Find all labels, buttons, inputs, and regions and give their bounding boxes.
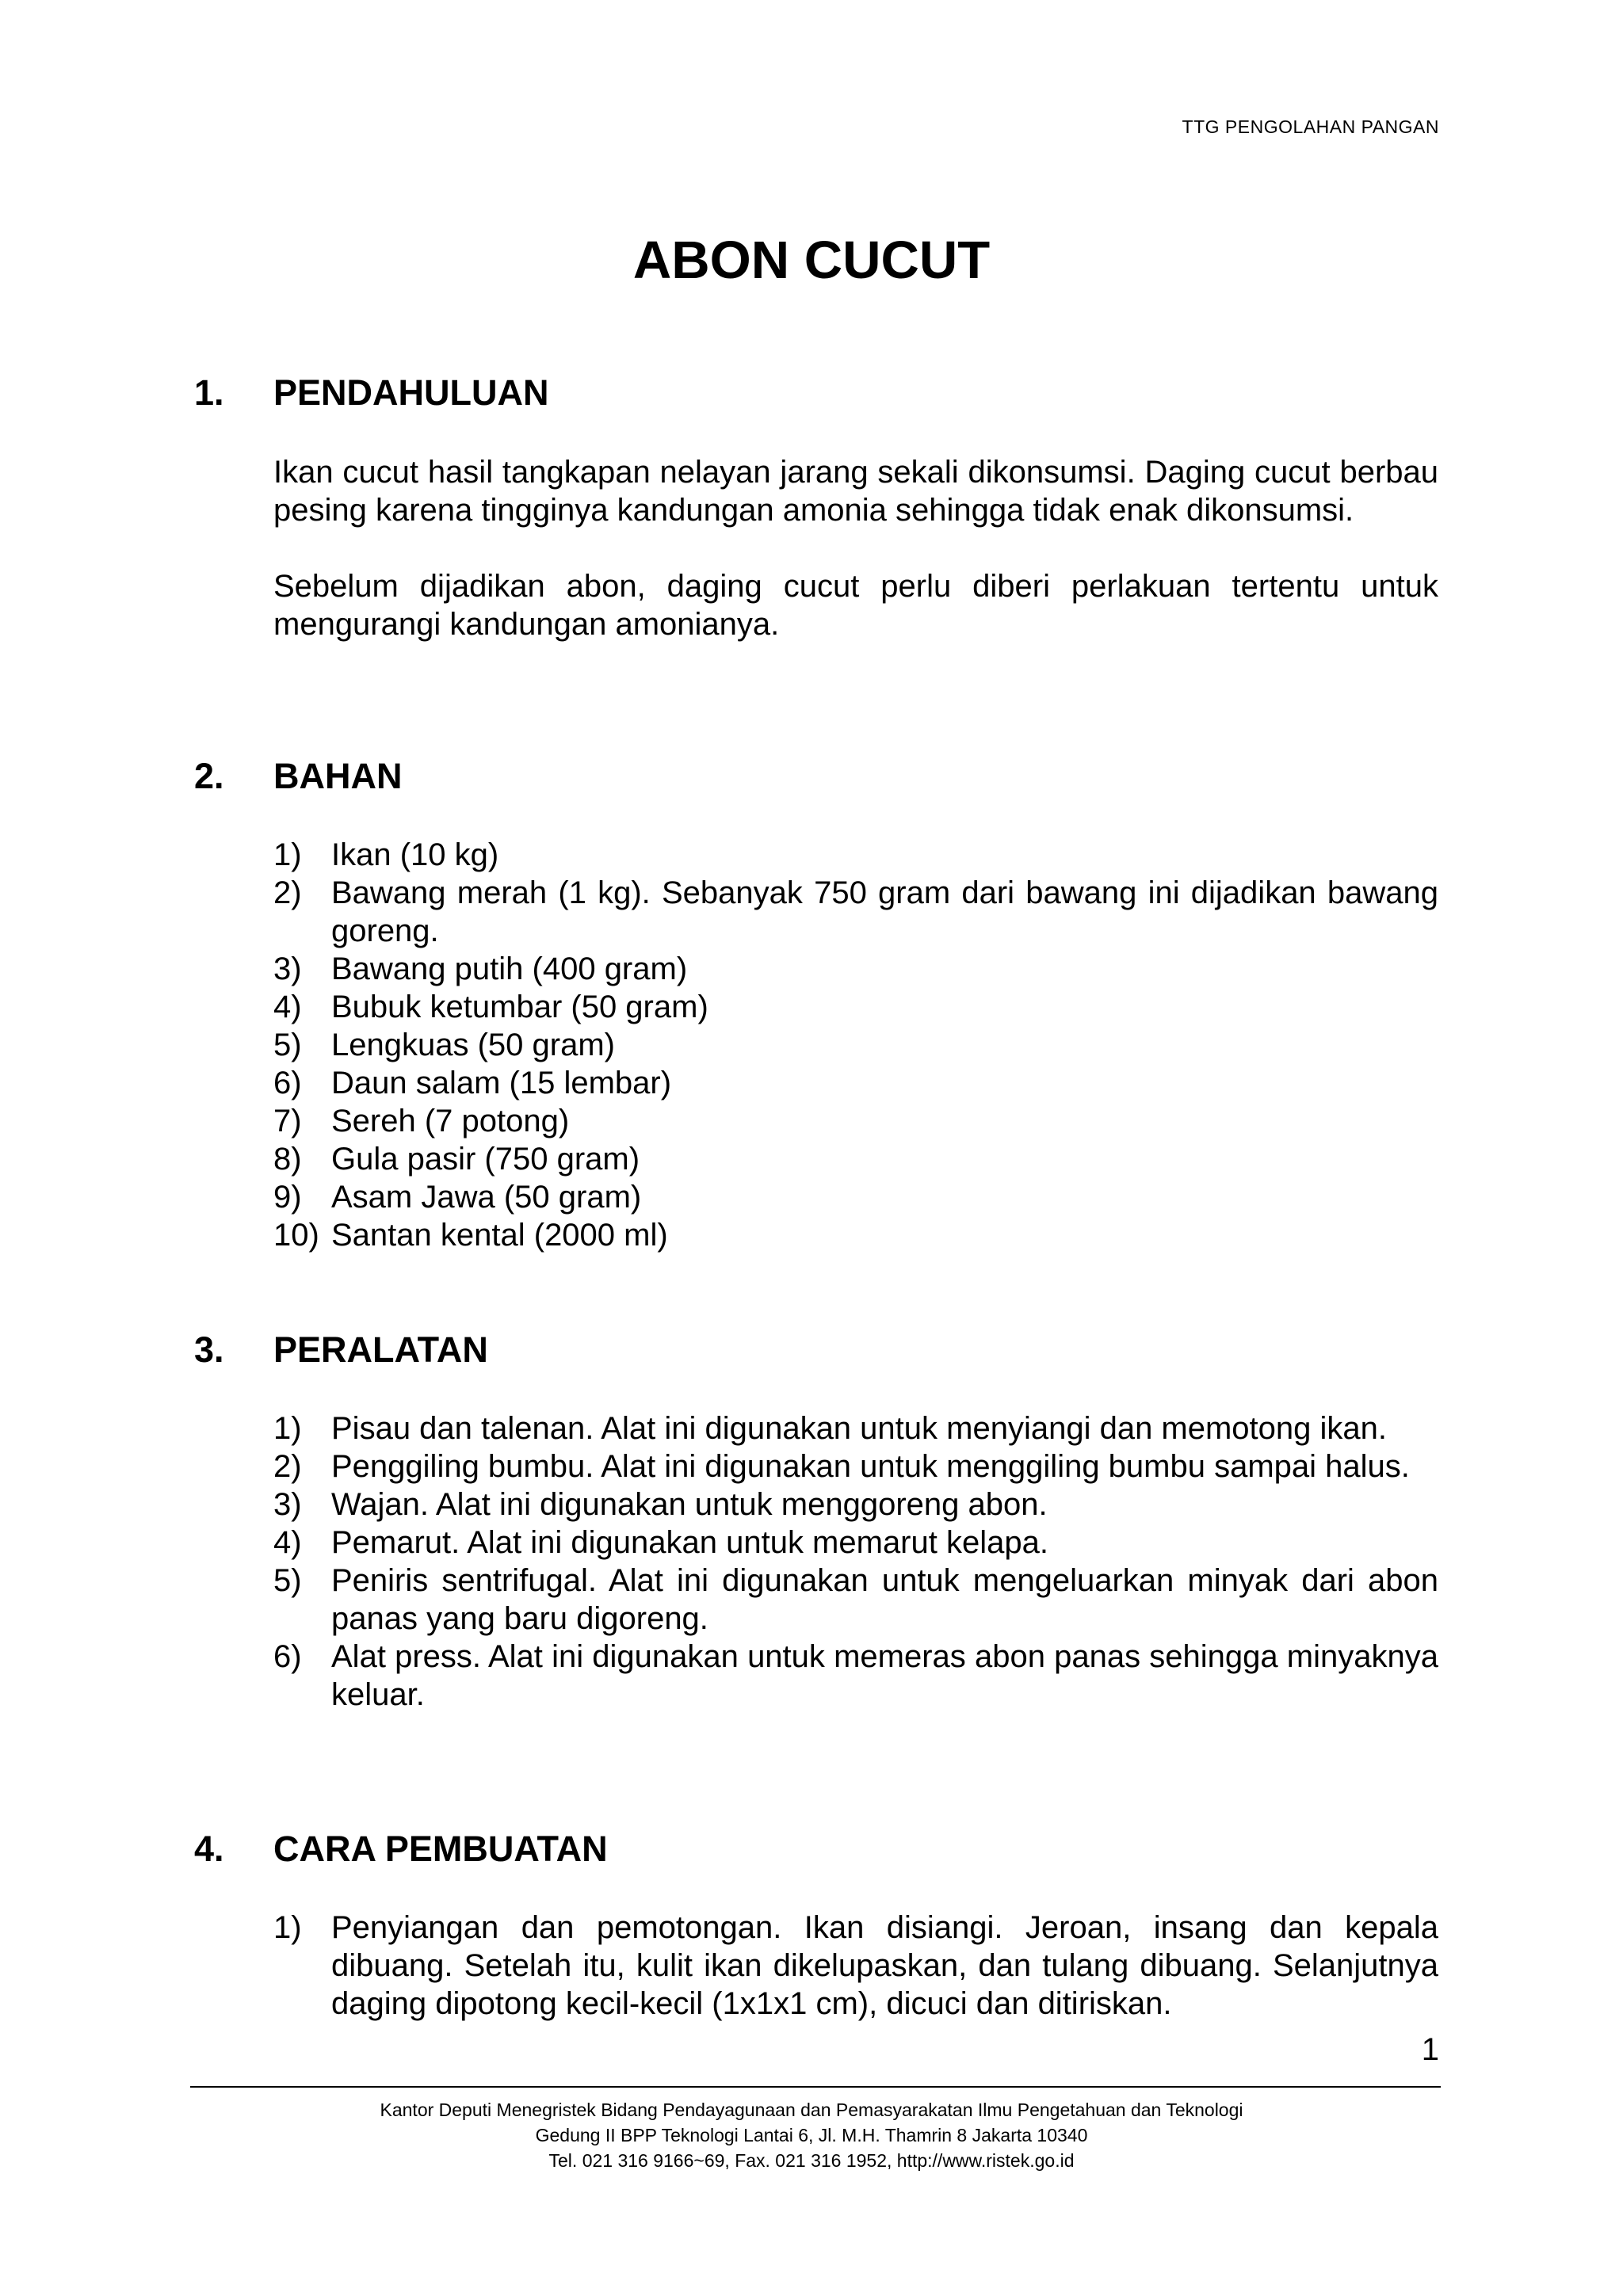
section-pendahuluan — [194, 372, 1438, 643]
list-item — [273, 988, 1438, 1026]
list-item — [273, 1064, 1438, 1102]
footer-line: Gedung II BPP Teknologi Lantai 6, Jl. M.H. Thamrin 8 Jakarta 10340 — [535, 2125, 1088, 2145]
list-item — [273, 1524, 1438, 1562]
procedure-list — [273, 1909, 1438, 2023]
list-number: 5) — [273, 1563, 302, 1598]
list-number: 6) — [273, 1066, 302, 1100]
list-item — [273, 1447, 1438, 1486]
section-title: CARA PEMBUATAN — [273, 1829, 608, 1869]
list-item — [273, 1026, 1438, 1064]
list-number: 3) — [273, 952, 302, 986]
section-cara-pembuatan — [194, 1829, 1438, 2023]
list-number: 1) — [273, 1411, 302, 1446]
list-text: Penyiangan dan pemotongan. Ikan disiangi. Jeroan, insang dan kepala dibuang. Setelah itu, kulit ikan dikelupaskan, dan tulang dibuang. Selanjutnya daging dipotong kecil-kecil (1x1x1 cm), dicuci dan ditiriskan. — [331, 1910, 1438, 2021]
list-number: 5) — [273, 1028, 302, 1062]
running-header: TTG PENGOLAHAN PANGAN — [1182, 116, 1439, 137]
list-text: Pemarut. Alat ini digunakan untuk memarut kelapa. — [331, 1525, 1048, 1560]
list-item — [273, 1140, 1438, 1178]
list-item — [273, 1102, 1438, 1140]
list-text: Pisau dan talenan. Alat ini digunakan untuk menyiangi dan memotong ikan. — [331, 1411, 1388, 1446]
section-number: 2. — [194, 756, 224, 796]
section-number: 4. — [194, 1829, 224, 1869]
list-text: Ikan (10 kg) — [331, 837, 499, 872]
list-text: Peniris sentrifugal. Alat ini digunakan untuk mengeluarkan minyak dari abon panas yang baru digoreng. — [331, 1563, 1438, 1636]
list-number: 1) — [273, 1910, 302, 1945]
list-text: Penggiling bumbu. Alat ini digunakan untuk menggiling bumbu sampai halus. — [331, 1449, 1410, 1484]
section-body — [273, 1909, 1438, 2023]
page-footer — [0, 2097, 1623, 2173]
section-body — [273, 836, 1438, 1254]
section-heading — [194, 1829, 1438, 1876]
list-text: Lengkuas (50 gram) — [331, 1028, 615, 1062]
section-peralatan — [194, 1329, 1438, 1714]
footer-line: Kantor Deputi Menegristek Bidang Pendayagunaan dan Pemasyarakatan Ilmu Pengetahuan dan Teknologi — [380, 2100, 1243, 2120]
list-number: 7) — [273, 1104, 302, 1138]
list-text: Gula pasir (750 gram) — [331, 1142, 640, 1177]
list-number: 1) — [273, 837, 302, 872]
list-text: Daun salam (15 lembar) — [331, 1066, 672, 1100]
footer-line: Tel. 021 316 9166~69, Fax. 021 316 1952, http://www.ristek.go.id — [548, 2150, 1075, 2171]
list-text: Bawang putih (400 gram) — [331, 952, 688, 986]
list-text: Wajan. Alat ini digunakan untuk menggoreng abon. — [331, 1487, 1048, 1522]
paragraph: Ikan cucut hasil tangkapan nelayan jarang sekali dikonsumsi. Daging cucut berbau pesing karena tingginya kandungan amonia sehingga tidak enak dikonsumsi. — [273, 455, 1438, 528]
list-item — [273, 950, 1438, 988]
list-text: Asam Jawa (50 gram) — [331, 1180, 642, 1215]
list-number: 2) — [273, 875, 302, 910]
list-item — [273, 874, 1438, 950]
section-heading — [194, 1329, 1438, 1377]
footer-divider — [190, 2086, 1441, 2088]
ingredient-list — [273, 836, 1438, 1254]
list-text: Santan kental (2000 ml) — [331, 1218, 668, 1253]
section-body — [273, 1409, 1438, 1714]
list-number: 4) — [273, 990, 302, 1024]
list-number: 10) — [273, 1218, 319, 1253]
list-item — [273, 836, 1438, 874]
section-heading — [194, 372, 1438, 420]
section-title: PENDAHULUAN — [273, 372, 549, 413]
list-text: Bawang merah (1 kg). Sebanyak 750 gram dari bawang ini dijadikan bawang goreng. — [331, 875, 1438, 948]
list-item — [273, 1562, 1438, 1638]
section-body — [273, 453, 1438, 643]
section-heading — [194, 756, 1438, 803]
list-text: Alat press. Alat ini digunakan untuk memeras abon panas sehingga minyaknya keluar. — [331, 1639, 1438, 1712]
list-item — [273, 1638, 1438, 1714]
section-bahan — [194, 756, 1438, 1254]
list-item — [273, 1216, 1438, 1254]
list-number: 2) — [273, 1449, 302, 1484]
list-item — [273, 1178, 1438, 1216]
list-item — [273, 1486, 1438, 1524]
list-number: 8) — [273, 1142, 302, 1177]
section-number: 1. — [194, 372, 224, 413]
list-item — [273, 1409, 1438, 1447]
section-number: 3. — [194, 1329, 224, 1370]
list-text: Sereh (7 potong) — [331, 1104, 570, 1138]
list-item — [273, 1909, 1438, 2023]
list-number: 9) — [273, 1180, 302, 1215]
section-title: BAHAN — [273, 756, 403, 796]
list-number: 4) — [273, 1525, 302, 1560]
equipment-list — [273, 1409, 1438, 1714]
list-number: 6) — [273, 1639, 302, 1674]
page-number: 1 — [1421, 2032, 1439, 2067]
paragraph: Sebelum dijadikan abon, daging cucut perlu diberi perlakuan tertentu untuk mengurangi kandungan amonianya. — [273, 569, 1438, 642]
list-text: Bubuk ketumbar (50 gram) — [331, 990, 708, 1024]
section-title: PERALATAN — [273, 1329, 488, 1370]
list-number: 3) — [273, 1487, 302, 1522]
document-title: ABON CUCUT — [632, 231, 991, 290]
